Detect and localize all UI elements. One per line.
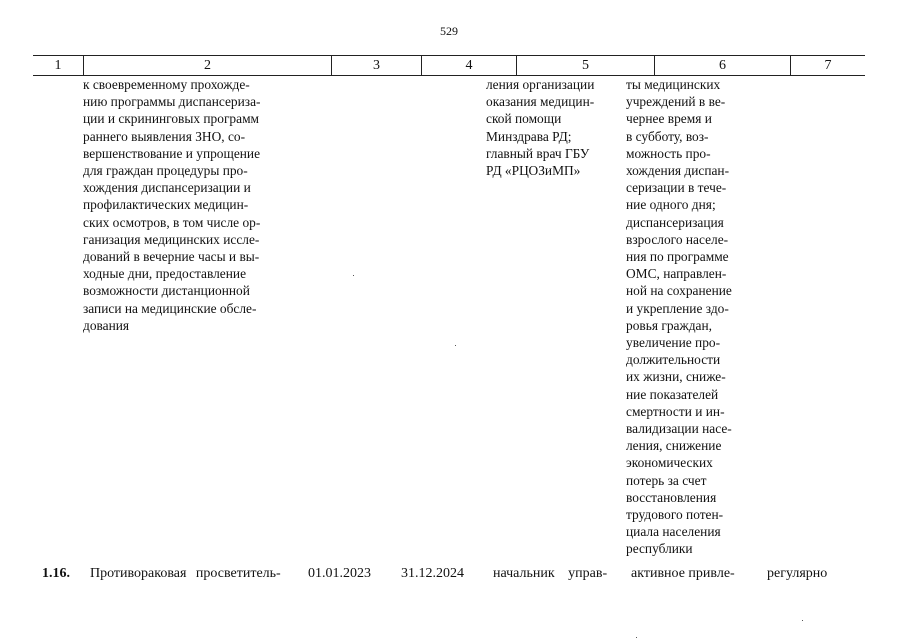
- column-header-2: 2: [83, 56, 331, 75]
- scan-speck: [353, 275, 354, 276]
- next-row-col5-text: начальник управ-: [493, 566, 608, 581]
- scan-speck: [636, 637, 637, 638]
- scan-speck: [455, 345, 456, 346]
- next-row-col2-text: Противораковая просветитель-: [90, 566, 281, 581]
- table-header-row: [33, 55, 865, 76]
- scan-speck: [802, 620, 803, 621]
- column-header-6: 6: [654, 56, 790, 75]
- page-number: 529: [440, 24, 458, 38]
- next-row-start-date: 01.01.2023: [308, 566, 371, 581]
- next-row-col7-text: регулярно: [767, 566, 828, 581]
- continued-row-col2-text: к своевременному прохожде- нию программы диспансериза- ции и скрининговых программ раннего выявления ЗНО, со- вершенствование и упрощение для граждан процедуры про- хождения диспансеризации и профилактических медицин- ских осмотров, в том числе ор- ганизация медицинских иссле- дований в вечерние часы и вы- ходные дни, предоставление возможности дистанционной записи на медицинские обсле- дования: [83, 77, 261, 333]
- column-header-3: 3: [331, 56, 421, 75]
- column-header-4: 4: [421, 56, 516, 75]
- continued-row-col6-text: ты медицинских учреждений в ве- чернее время и в субботу, воз- можность про- хождения диспан- серизации в тече- ние одного дня; диспансеризация взрослого населе- ния по программе ОМС, направлен- ной на сохранение и укрепление здо- ровья граждан, увеличение про- должительности их жизни, сниже- ние показателей смертности и ин- валидизации насе- ления, снижение экономических потерь за счет восстановления трудового потен- циала населения республики: [626, 77, 732, 557]
- row-number: 1.16.: [42, 566, 70, 581]
- continued-row-col5-text: ления организации оказания медицин- ской помощи Минздрава РД; главный врач ГБУ РД «РЦОЗиМП»: [486, 77, 595, 179]
- column-header-5: 5: [516, 56, 654, 75]
- column-header-1: 1: [54, 58, 62, 73]
- column-header-7: 7: [790, 56, 865, 75]
- next-row-end-date: 31.12.2024: [401, 566, 464, 581]
- next-row-col6-text: активное привле-: [631, 566, 735, 581]
